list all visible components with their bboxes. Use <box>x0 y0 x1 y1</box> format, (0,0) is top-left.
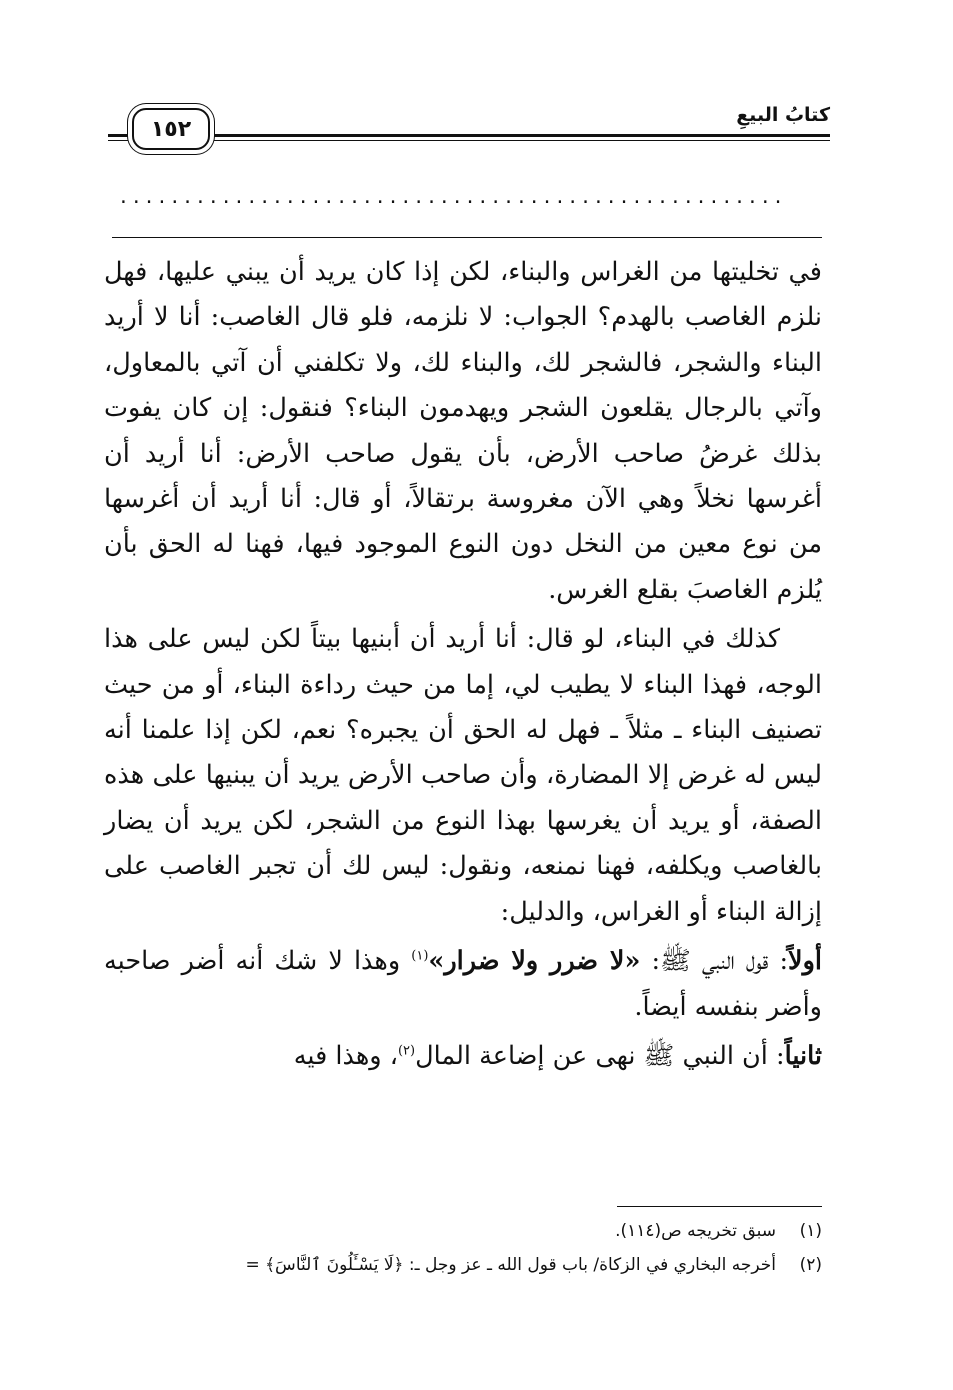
text-segment: : أن النبي ﷺ نهى عن إضاعة المال <box>415 1040 785 1071</box>
footnote-number: (٢) <box>799 1255 822 1275</box>
bold-text: أولاً <box>788 946 822 977</box>
footnote-separator <box>617 1206 822 1207</box>
paragraph <box>104 1034 822 1079</box>
dotted-line: .................................................... <box>118 188 786 208</box>
text-segment: : قول النبي ﷺ: <box>640 946 789 977</box>
text-segment: كذلك في البناء، لو قال: أنا أريد أن أبنيها بيتاً لكن ليس على هذا الوجه، فهذا البناء لا يطيب لي، إما من حيث رداءة البناء، أو من حيث تصنيف البناء ـ مثلاً ـ فهل له الحق أن يجبره؟ نعم، لكن إذا علمنا أنه ليس له غرض إلا المضارة، وأن صاحب الأرض يريد أن يبنيها على هذه الصفة، أو يريد أن يغرسها بهذا النوع من الشجر، لكن يريد أن يضار بالغاصب ويكلفه، فهنا نمنعه، ونقول: ليس لك أن تجبر الغاصب على إزالة البناء أو الغراس، والدليل: <box>104 624 822 927</box>
text-segment: ، وهذا فيه <box>293 1040 398 1071</box>
paragraph <box>104 939 822 1030</box>
footnote-number: (١) <box>799 1221 822 1241</box>
footnote-ref: (٢) <box>397 1043 416 1059</box>
footnotes <box>132 1214 822 1282</box>
header-rule <box>108 134 830 142</box>
footnote-ref: (١) <box>411 948 429 964</box>
header-rule-thick <box>108 134 830 137</box>
main-text <box>104 250 822 1079</box>
body-separator <box>112 237 822 238</box>
text-segment: وهذا لا شك أنه أضر صاحبه وأضر بنفسه أيضاً. <box>104 946 822 1022</box>
header-rule-thin <box>108 140 830 141</box>
footnote <box>132 1214 822 1248</box>
bold-text: ثانياً <box>784 1040 822 1071</box>
paragraph <box>104 250 822 613</box>
paragraph <box>104 617 822 935</box>
footnote-text: سبق تخريجه ص(١١٤). <box>615 1221 776 1241</box>
footnote <box>132 1248 822 1282</box>
bold-text: «لا ضرر ولا ضرار» <box>428 946 641 977</box>
book-title: كتابُ البيعِ <box>736 104 830 126</box>
page-number: ١٥٢ <box>132 108 210 150</box>
page-header <box>108 100 830 156</box>
text-segment: في تخليتها من الغراس والبناء، لكن إذا كان يريد أن يبني عليها، فهل نلزم الغاصب بالهدم؟ الجواب: لا نلزمه، فلو قال الغاصب: أنا لا أريد البناء والشجر، فالشجر لك، والبناء لك، ولا تكلفني أن آتي بالمعاول، وآتي بالرجال يقلعون الشجر ويهدمون البناء؟ فنقول: إن كان يفوت بذلك غرضُ صاحب الأرض، بأن يقول صاحب الأرض: أنا أريد أن أغرسها نخلاً وهي الآن مغروسة برتقالاً، أو قال: أنا أريد أن أغرسها من نوع معين من النخل دون النوع الموجود فيها، فهنا له الحق بأن يُلزم الغاصبَ بقلع الغرس. <box>104 257 822 605</box>
footnote-text: أخرجه البخاري في الزكاة/ باب قول الله ـ عز وجل ـ: ﴿لَا يَسْـَٔلُونَ ٱلنَّاسَ﴾ = <box>245 1255 776 1275</box>
